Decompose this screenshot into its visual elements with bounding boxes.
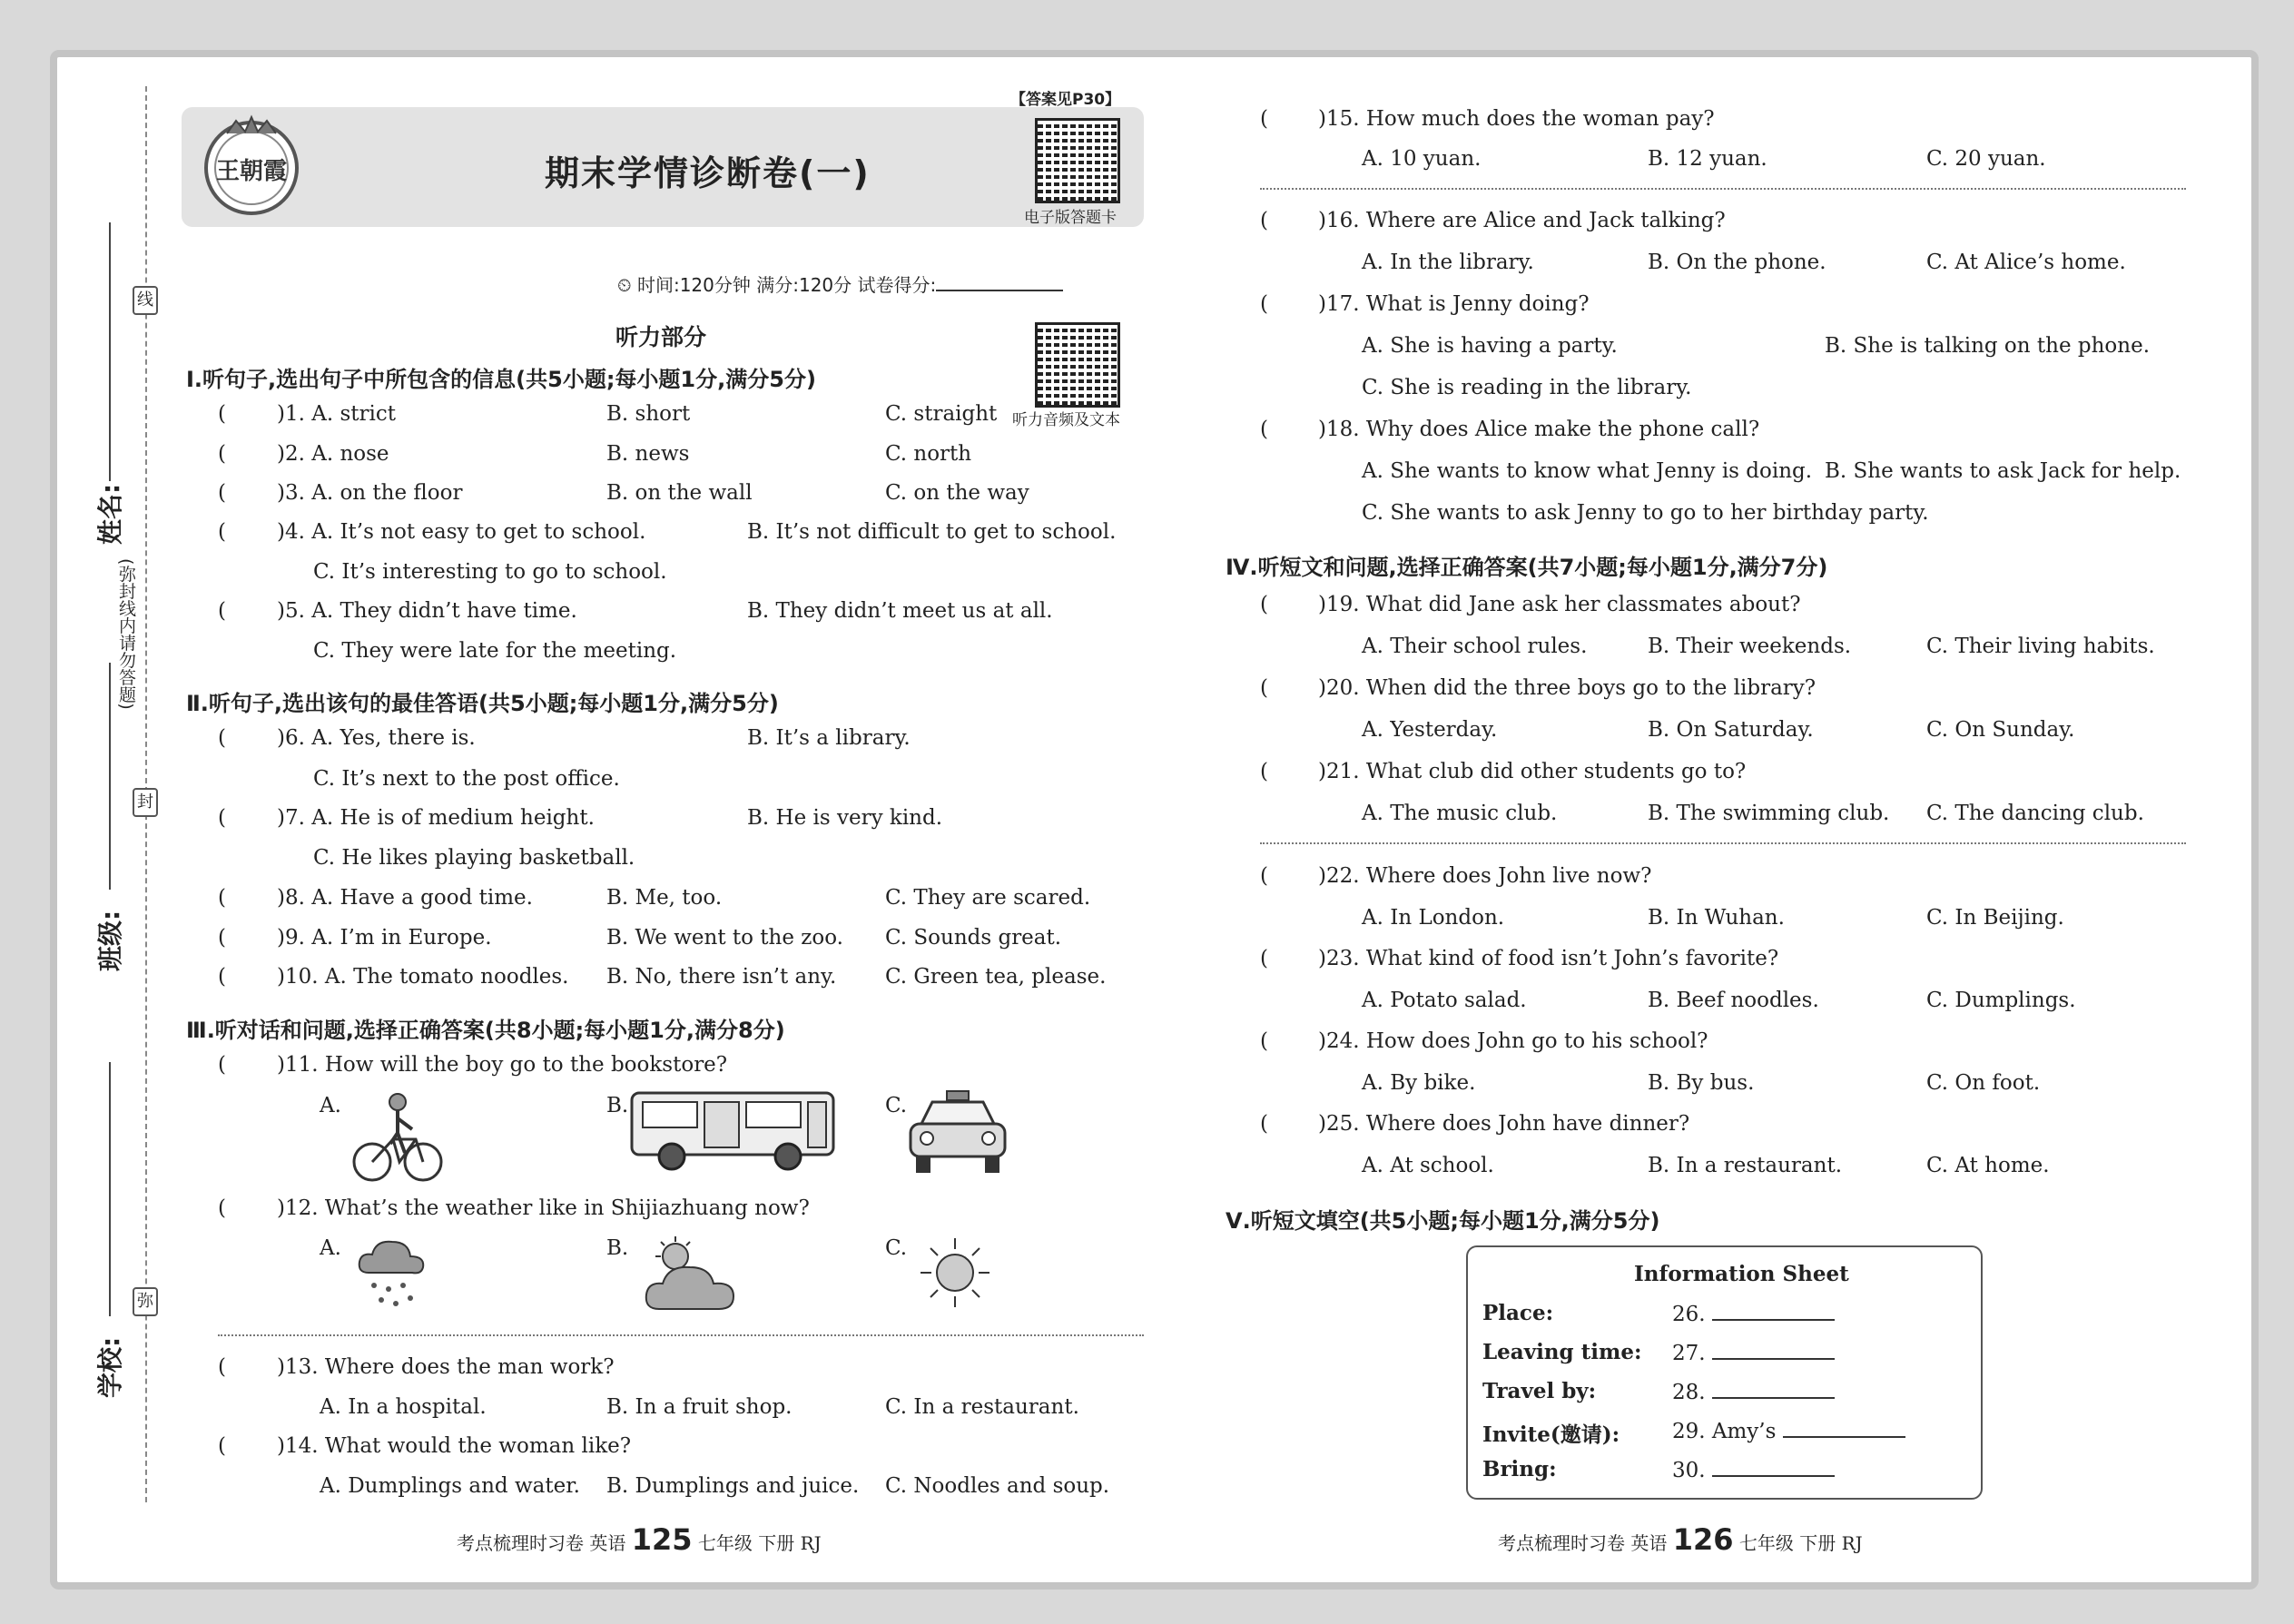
q19-option-b: B. Their weekends. [1648,635,1852,658]
q21-option-a: A. The music club. [1362,802,1558,825]
answer-paren: ( [218,1355,226,1379]
q20-option-b: B. On Saturday. [1648,718,1814,742]
answer-paren: ( [1260,107,1268,131]
q9-option-a: )9. A. I’m in Europe. [277,926,492,950]
q15-question: )15. How much does the woman pay? [1318,107,1715,131]
q2-option-c: C. north [885,442,972,466]
q3-option-a: )3. A. on the floor [277,481,463,505]
q23-option-c: C. Dumplings. [1926,989,2076,1012]
section-1-heading: Ⅰ.听句子,选出句子中所包含的信息(共5小题;每小题1分,满分5分) [186,367,816,392]
q14-option-c: C. Noodles and soup. [885,1474,1110,1498]
q21-option-c: C. The dancing club. [1926,802,2144,825]
q1-option-c: C. straight [885,402,998,426]
q6-option-c: C. It’s next to the post office. [313,767,620,791]
name-line [109,222,111,481]
no-answer-notice: (弥封线内请勿答题) [116,558,136,710]
page-number-right: 126 [1672,1522,1734,1557]
q14-option-a: A. Dumplings and water. [320,1474,580,1498]
q7-option-a: )7. A. He is of medium height. [277,806,595,830]
answer-paren: ( [218,965,226,989]
q25-option-b: B. In a restaurant. [1648,1154,1843,1177]
answer-paren: ( [218,1434,226,1458]
answer-paren: ( [218,886,226,910]
q20-option-a: A. Yesterday. [1362,718,1498,742]
answer-paren: ( [218,402,226,426]
info-label-invite: Invite(邀请): [1482,1422,1620,1447]
sun-icon [917,1235,994,1315]
bus-icon [628,1088,837,1177]
q12-label-b: B. [606,1236,629,1260]
answer-paren: ( [218,481,226,505]
page-number-left: 125 [631,1522,693,1557]
q13-question: )13. Where does the man work? [277,1355,615,1379]
q18-option-a: A. She wants to know what Jenny is doing. [1362,459,1813,483]
q11-label-b: B. [606,1094,629,1117]
q15-option-a: A. 10 yuan. [1362,147,1482,171]
q8-option-c: C. They are scared. [885,886,1091,910]
q17-option-c: C. She is reading in the library. [1362,376,1692,399]
answer-card-qr-caption: 电子版答题卡 [1024,209,1117,227]
info-label-place: Place: [1482,1301,1554,1325]
q8-option-b: B. Me, too. [606,886,723,910]
q2-option-a: )2. A. nose [277,442,389,466]
q5-option-c: C. They were late for the meeting. [313,639,677,663]
q4-option-b: B. It’s not difficult to get to school. [747,520,1117,544]
info-label-leaving-time: Leaving time: [1482,1340,1642,1364]
info-label-travel-by: Travel by: [1482,1379,1597,1403]
section-4-heading: Ⅳ.听短文和问题,选择正确答案(共7小题;每小题1分,满分7分) [1226,555,1828,580]
answer-paren: ( [1260,1112,1268,1136]
audio-qr-code[interactable] [1035,322,1120,408]
q25-option-a: A. At school. [1362,1154,1494,1177]
info-sheet-title: Information Sheet [1634,1262,1849,1286]
q24-option-a: A. By bike. [1362,1071,1476,1095]
q18-option-c: C. She wants to ask Jenny to go to her birthday party. [1362,501,1929,525]
q10-option-b: B. No, there isn’t any. [606,965,837,989]
q4-option-a: )4. A. It’s not easy to get to school. [277,520,646,544]
q14-option-b: B. Dumplings and juice. [606,1474,860,1498]
divider [1260,842,2186,844]
audio-qr-caption: 听力音频及文本 [1012,411,1120,429]
blank-30[interactable]: 30. [1672,1457,1835,1482]
class-label: 班级: [95,910,125,971]
q17-option-a: A. She is having a party. [1362,334,1618,358]
q15-option-b: B. 12 yuan. [1648,147,1767,171]
section-3-heading: Ⅲ.听对话和问题,选择正确答案(共8小题;每小题1分,满分8分) [186,1018,785,1043]
q25-question: )25. Where does John have dinner? [1318,1112,1690,1136]
exam-title: 期末学情诊断卷(一) [545,153,871,193]
q20-option-c: C. On Sunday. [1926,718,2075,742]
section-2-heading: Ⅱ.听句子,选出该句的最佳答语(共5小题;每小题1分,满分5分) [186,691,779,716]
taxi-icon [903,1088,1012,1182]
exam-info: ⏲ 时间:120分钟 满分:120分 试卷得分: [617,271,1063,297]
q9-option-b: B. We went to the zoo. [606,926,843,950]
q21-option-b: B. The swimming club. [1648,802,1890,825]
q16-question: )16. Where are Alice and Jack talking? [1318,209,1726,232]
seal-mark-feng: 封 [133,788,158,817]
q22-option-b: B. In Wuhan. [1648,906,1785,930]
q23-question: )23. What kind of food isn’t John’s favorite? [1318,947,1779,970]
q22-option-a: A. In London. [1362,906,1505,930]
answer-paren: ( [1260,292,1268,316]
answer-paren: ( [1260,1029,1268,1053]
publisher-logo [200,113,304,221]
q16-option-c: C. At Alice’s home. [1926,251,2126,274]
q24-option-c: C. On foot. [1926,1071,2041,1095]
bicycle-icon [352,1089,443,1188]
answer-paren: ( [218,520,226,544]
q7-option-c: C. He likes playing basketball. [313,846,635,870]
q5-option-b: B. They didn’t meet us at all. [747,599,1053,623]
footer-right: 考点梳理时习卷 英语 126 七年级 下册 RJ [1498,1522,1863,1557]
q16-option-a: A. In the library. [1362,251,1534,274]
school-label: 学校: [95,1336,125,1398]
answer-paren: ( [1260,593,1268,616]
q17-question: )17. What is Jenny doing? [1318,292,1590,316]
q13-option-a: A. In a hospital. [320,1395,487,1419]
footer-left: 考点梳理时习卷 英语 125 七年级 下册 RJ [457,1522,822,1557]
answer-paren: ( [1260,864,1268,888]
q1-option-a: )1. A. strict [277,402,396,426]
answer-paren: ( [218,806,226,830]
q6-option-b: B. It’s a library. [747,726,911,750]
blank-26[interactable]: 26. [1672,1301,1835,1326]
q16-option-b: B. On the phone. [1648,251,1826,274]
q20-question: )20. When did the three boys go to the library? [1318,676,1816,700]
answer-paren: ( [1260,947,1268,970]
q18-question: )18. Why does Alice make the phone call? [1318,418,1760,441]
answer-paren: ( [218,726,226,750]
q17-option-b: B. She is talking on the phone. [1825,334,2151,358]
q23-option-b: B. Beef noodles. [1648,989,1819,1012]
q12-question: )12. What’s the weather like in Shijiazhuang now? [277,1196,810,1220]
listening-part-title: 听力部分 [615,324,707,350]
q19-option-c: C. Their living habits. [1926,635,2155,658]
q11-label-a: A. [320,1094,341,1117]
name-label: 姓名: [95,483,125,545]
answer-paren: ( [1260,676,1268,700]
seal-mark-mi: 弥 [133,1287,158,1316]
blank-28[interactable]: 28. [1672,1379,1835,1404]
q10-option-a: )10. A. The tomato noodles. [277,965,569,989]
q13-option-b: B. In a fruit shop. [606,1395,793,1419]
q11-label-c: C. [885,1094,908,1117]
q12-label-a: A. [320,1236,341,1260]
q14-question: )14. What would the woman like? [277,1434,632,1458]
answer-card-qr-code[interactable] [1035,118,1120,203]
info-label-bring: Bring: [1482,1457,1557,1481]
q12-label-c: C. [885,1236,908,1260]
q21-question: )21. What club did other students go to? [1318,760,1747,783]
q25-option-c: C. At home. [1926,1154,2050,1177]
q9-option-c: C. Sounds great. [885,926,1062,950]
class-line [109,663,111,890]
q15-option-c: C. 20 yuan. [1926,147,2046,171]
section-5-heading: Ⅴ.听短文填空(共5小题;每小题1分,满分5分) [1226,1208,1660,1234]
seal-mark-xian: 线 [133,286,158,315]
q24-option-b: B. By bus. [1648,1071,1755,1095]
answer-reference: 【答案见P30】 [1010,91,1121,109]
answer-paren: ( [218,599,226,623]
q10-option-c: C. Green tea, please. [885,965,1107,989]
sun-cloud-icon [643,1235,738,1320]
q6-option-a: )6. A. Yes, there is. [277,726,476,750]
q19-option-a: A. Their school rules. [1362,635,1588,658]
q19-question: )19. What did Jane ask her classmates about? [1318,593,1801,616]
q11-question: )11. How will the boy go to the bookstore? [277,1053,728,1077]
clock-icon: ⏲ [617,274,632,296]
q5-option-a: )5. A. They didn’t have time. [277,599,577,623]
q23-option-a: A. Potato salad. [1362,989,1527,1012]
logo-text: 王朝霞 [215,158,288,185]
divider [218,1334,1144,1336]
q22-question: )22. Where does John live now? [1318,864,1652,888]
q18-option-b: B. She wants to ask Jack for help. [1825,459,2181,483]
school-line [109,1062,111,1316]
q3-option-b: B. on the wall [606,481,753,505]
divider [1260,188,2186,190]
q2-option-b: B. news [606,442,690,466]
answer-paren: ( [1260,760,1268,783]
answer-paren: ( [218,442,226,466]
q24-question: )24. How does John go to his school? [1318,1029,1708,1053]
rain-icon [356,1233,428,1318]
answer-paren: ( [1260,209,1268,232]
answer-paren: ( [218,1196,226,1220]
answer-paren: ( [1260,418,1268,441]
q3-option-c: C. on the way [885,481,1029,505]
q8-option-a: )8. A. Have a good time. [277,886,533,910]
q13-option-c: C. In a restaurant. [885,1395,1079,1419]
answer-paren: ( [218,1053,226,1077]
q4-option-c: C. It’s interesting to go to school. [313,560,667,584]
q1-option-b: B. short [606,402,691,426]
q7-option-b: B. He is very kind. [747,806,943,830]
blank-29[interactable]: 29. Amy’s [1672,1418,1905,1443]
q22-option-c: C. In Beijing. [1926,906,2064,930]
blank-27[interactable]: 27. [1672,1340,1835,1365]
answer-paren: ( [218,926,226,950]
